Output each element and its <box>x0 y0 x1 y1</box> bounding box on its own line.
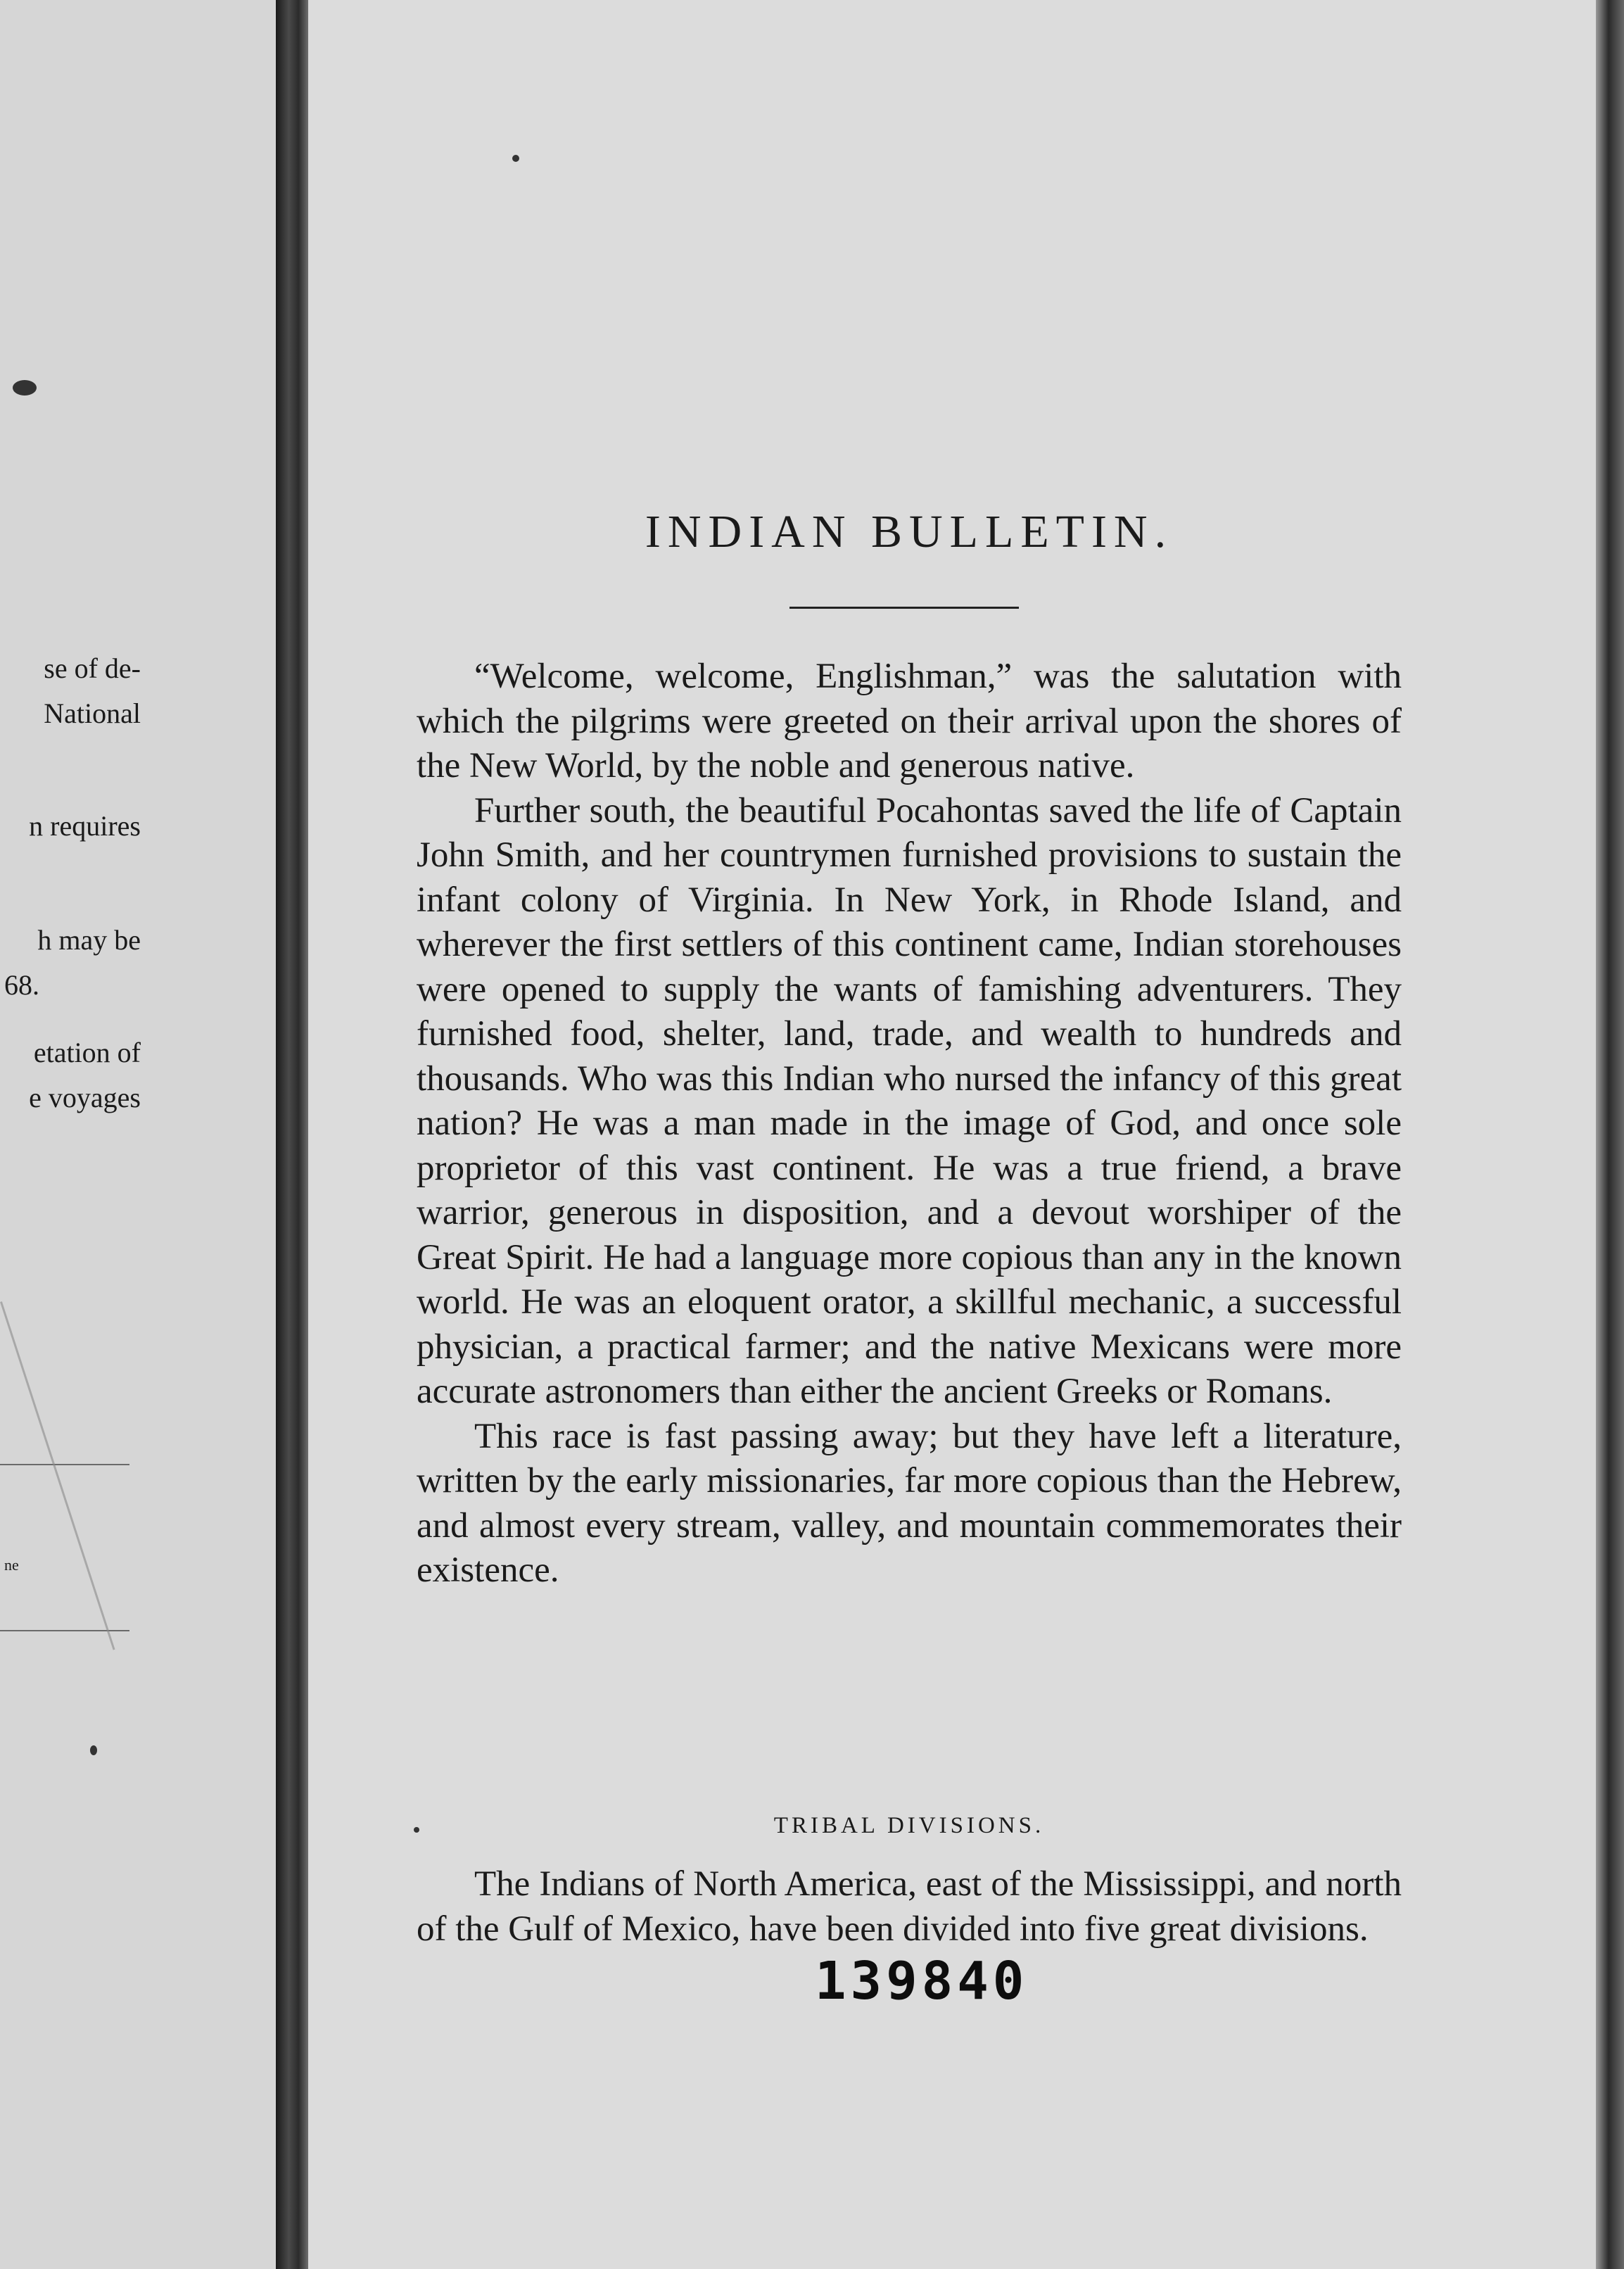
page-title: INDIAN BULLETIN. <box>645 506 1174 557</box>
ink-speck <box>512 155 519 162</box>
paragraph: The Indians of North America, east of the Mississippi, and north of the Gulf of Mexico, have been divided into five great divisions. <box>417 1864 1402 1949</box>
body-text <box>417 655 1402 1593</box>
paragraph: This race is fast passing away; but they have left a literature, written by the early missionaries, far more copious than the Hebrew, and almost every stream, valley, and mountain commemorates their existence. <box>417 1416 1402 1590</box>
accession-number-stamp: 139840 <box>815 1951 1029 2011</box>
left-page-line: ne <box>4 1556 19 1574</box>
left-page-line: e voyages <box>29 1082 141 1113</box>
left-page-line: h may be <box>37 924 141 956</box>
left-facing-page <box>0 0 276 2269</box>
left-page-line: National <box>44 697 141 729</box>
section-heading: TRIBAL DIVISIONS. <box>773 1813 1045 1838</box>
title-rule <box>789 607 1019 609</box>
ink-speck <box>90 1745 97 1755</box>
section-body <box>417 1862 1402 1952</box>
left-page-line: 68. <box>4 969 39 1001</box>
left-page-rule <box>0 1464 129 1465</box>
book-gutter <box>276 0 308 2269</box>
left-page-line: etation of <box>33 1037 141 1068</box>
left-page-line: n requires <box>29 810 141 842</box>
ink-blot <box>13 380 37 396</box>
left-page-diagonal-line <box>0 1301 115 1650</box>
paragraph: “Welcome, welcome, Englishman,” was the salutation with which the pilgrims were greeted on their arrival upon the shores of the New World, by the noble and generous native. <box>417 657 1402 785</box>
paragraph: Further south, the beautiful Pocahontas saved the life of Captain John Smith, and her countrymen furnished provisions to sustain the infant colony of Virginia. In New York, in Rhode Island, and wherever the first settlers of this continent came, Indian storehouses were opened to supply the wants of famishing adventurers. They furnished food, shelter, land, trade, and wealth to hundreds and thousands. Who was this Indian who nursed the infancy of this great nation? He was a man made in the image of God, and once sole proprietor of this vast continent. He was a true friend, a brave warrior, generous in disposition, and a devout worshiper of the Great Spirit. He had a language more copious than any in the known world. He was an eloquent orator, a skillful mechanic, a successful physician, a practical farmer; and the native Mexicans were more accurate astronomers than either the ancient Greeks or Romans. <box>417 790 1402 1411</box>
left-page-rule <box>0 1630 129 1631</box>
left-page-line: se of de- <box>44 652 141 684</box>
page-edge <box>1596 0 1624 2269</box>
